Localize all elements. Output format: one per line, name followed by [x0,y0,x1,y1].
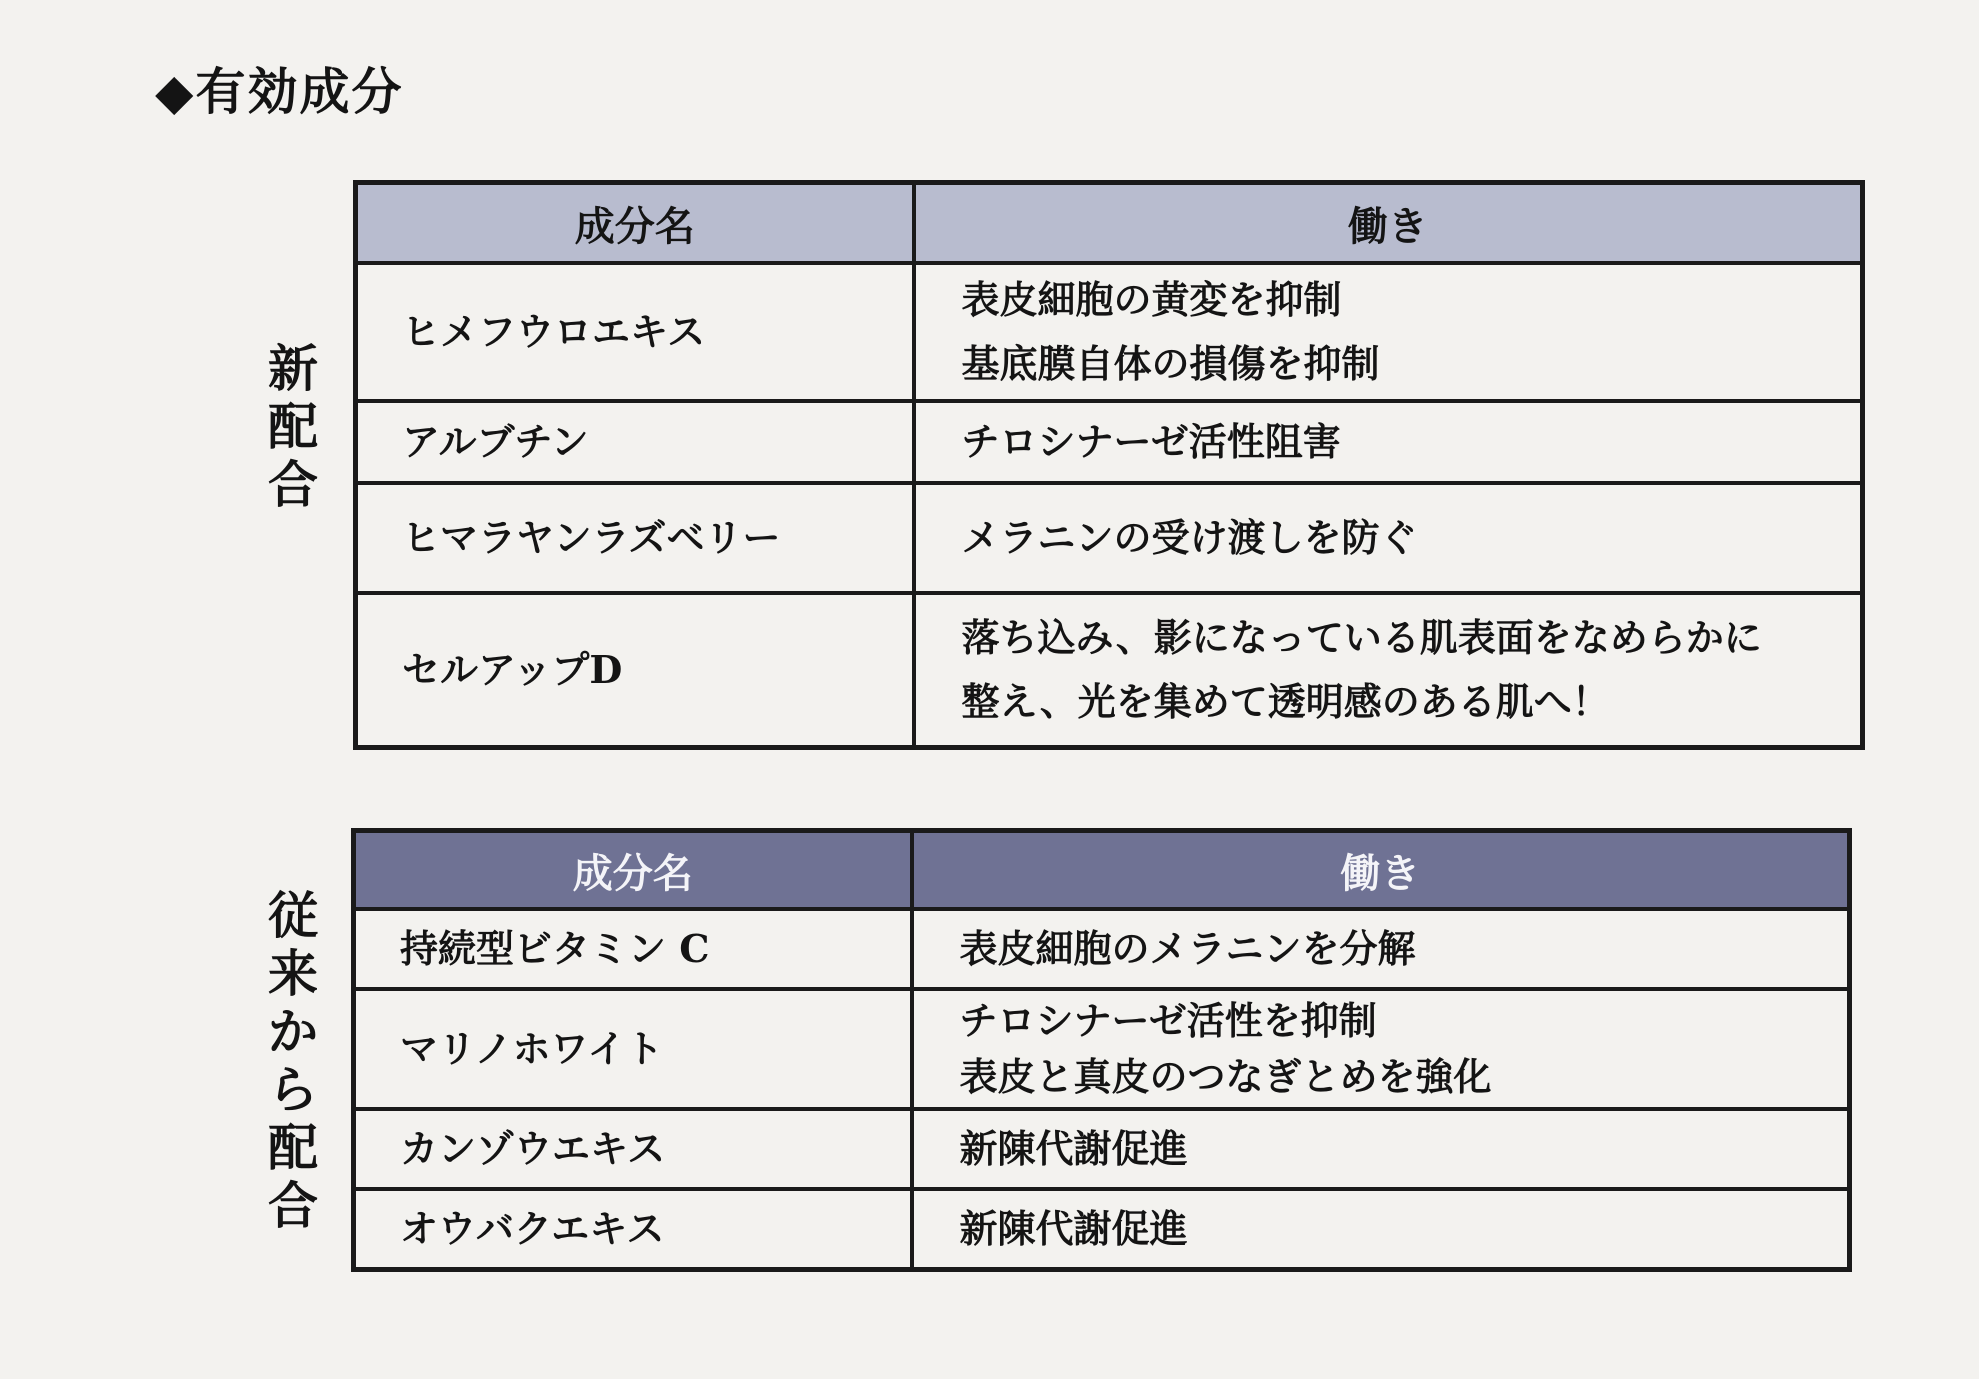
table-row [354,989,1850,1109]
new-ingredients-table [353,180,1865,750]
ingredient-function [914,401,1863,483]
function-line: チロシナーゼ活性を抑制 [959,998,1377,1043]
function-line: 新陳代謝促進 [959,1205,1188,1251]
ingredient-function [912,1109,1850,1189]
column-header-function: 働き [914,183,1863,264]
function-line: 基底膜自体の損傷を抑制 [961,341,1380,386]
function-line: 新陳代謝促進 [959,1126,1188,1171]
function-line: 表皮細胞の黄変を抑制 [961,277,1342,322]
ingredient-name: カンゾウエキス [354,1109,912,1189]
ingredient-function [914,263,1863,401]
table-row [356,483,1863,593]
table-header-row [356,183,1863,264]
ingredient-name: マリノホワイト [354,989,912,1109]
section-label-legacy: 従来から配合 [268,886,318,1235]
table-row [354,1189,1850,1269]
page-title: ◆有効成分 [155,62,404,121]
ingredient-name: 持続型ビタミン C [354,909,912,989]
section-label-new: 新配合 [268,339,318,514]
ingredient-function [912,989,1850,1109]
table-header-row [354,831,1850,910]
ingredient-name: オウバクエキス [354,1189,912,1269]
legacy-ingredients-table [351,828,1852,1272]
ingredient-name: アルブチン [356,401,914,483]
table-row [356,263,1863,401]
ingredient-name: セルアップD [356,593,914,747]
ingredient-name: ヒマラヤンラズベリー [356,483,914,593]
column-header-function: 働き [912,831,1850,910]
table-row [356,401,1863,483]
function-line: 落ち込み、影になっている肌表面をなめらかに [961,614,1762,660]
ingredient-function [914,483,1863,593]
function-line: 表皮細胞のメラニンを分解 [959,926,1416,971]
table-row [354,1109,1850,1189]
function-line: メラニンの受け渡しを防ぐ [961,515,1418,560]
ingredient-function [912,909,1850,989]
table-row [356,593,1863,747]
ingredient-name: ヒメフウロエキス [356,263,914,401]
ingredient-function [912,1189,1850,1269]
function-line: 表皮と真皮のつなぎとめを強化 [959,1054,1492,1099]
ingredient-function [914,593,1863,747]
table-row [354,909,1850,989]
column-header-name: 成分名 [354,831,912,910]
column-header-name: 成分名 [356,183,914,264]
function-line: チロシナーゼ活性阻害 [961,419,1341,464]
function-line: 整え、光を集めて透明感のある肌へ！ [961,678,1610,724]
